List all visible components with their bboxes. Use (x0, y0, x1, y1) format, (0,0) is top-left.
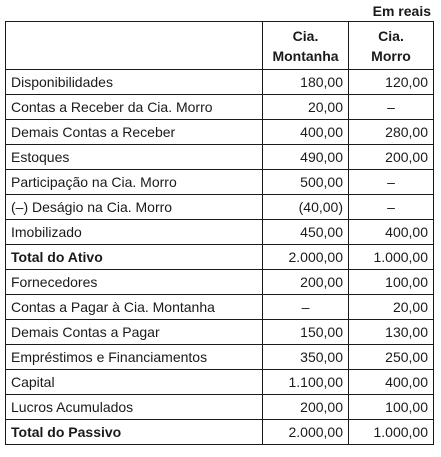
row-label: Contas a Receber da Cia. Morro (6, 95, 263, 120)
column-header-cia-montanha (263, 22, 349, 70)
row-label: Disponibilidades (6, 70, 263, 95)
value-cia-montanha: 2.000,00 (263, 245, 349, 270)
row-label: Imobilizado (6, 220, 263, 245)
table-row (6, 120, 434, 145)
value-cia-montanha: (40,00) (263, 195, 349, 220)
value-cia-morro: 130,00 (349, 320, 434, 345)
total-row (6, 420, 434, 445)
balance-sheet-table (5, 21, 434, 445)
table-row (6, 345, 434, 370)
value-cia-montanha: 200,00 (263, 395, 349, 420)
table-body (6, 70, 434, 445)
row-label: Demais Contas a Receber (6, 120, 263, 145)
value-cia-morro: 100,00 (349, 270, 434, 295)
header-blank-cell (6, 22, 263, 70)
row-label: Estoques (6, 145, 263, 170)
table-row (6, 70, 434, 95)
value-cia-morro: 200,00 (349, 145, 434, 170)
row-label: Total do Passivo (6, 420, 263, 445)
row-label: Total do Ativo (6, 245, 263, 270)
row-label: Participação na Cia. Morro (6, 170, 263, 195)
table-row (6, 295, 434, 320)
table-row (6, 145, 434, 170)
value-cia-montanha: 450,00 (263, 220, 349, 245)
value-cia-montanha: – (263, 295, 349, 320)
value-cia-montanha: 500,00 (263, 170, 349, 195)
value-cia-montanha: 400,00 (263, 120, 349, 145)
table-row (6, 395, 434, 420)
column-header-line: Montanha (272, 47, 339, 64)
header-row (6, 22, 434, 70)
row-label: Fornecedores (6, 270, 263, 295)
row-label: (–) Deságio na Cia. Morro (6, 195, 263, 220)
value-cia-morro: 280,00 (349, 120, 434, 145)
table-row (6, 95, 434, 120)
column-header-line: Cia. (378, 27, 404, 44)
table-row (6, 320, 434, 345)
row-label: Demais Contas a Pagar (6, 320, 263, 345)
value-cia-morro: 400,00 (349, 370, 434, 395)
row-label: Capital (6, 370, 263, 395)
table-row (6, 370, 434, 395)
column-header-line: Cia. (292, 27, 319, 44)
value-cia-montanha: 20,00 (263, 95, 349, 120)
unit-caption: Em reais (372, 3, 431, 19)
row-label: Contas a Pagar à Cia. Montanha (6, 295, 263, 320)
column-header-line: Morro (371, 47, 411, 64)
value-cia-morro: – (349, 195, 434, 220)
value-cia-montanha: 150,00 (263, 320, 349, 345)
table-row (6, 195, 434, 220)
value-cia-morro: – (349, 95, 434, 120)
table-row (6, 170, 434, 195)
table-row (6, 270, 434, 295)
value-cia-morro: 1.000,00 (349, 245, 434, 270)
value-cia-morro: – (349, 170, 434, 195)
value-cia-morro: 250,00 (349, 345, 434, 370)
value-cia-morro: 1.000,00 (349, 420, 434, 445)
value-cia-montanha: 180,00 (263, 70, 349, 95)
total-row (6, 245, 434, 270)
value-cia-montanha: 490,00 (263, 145, 349, 170)
column-header-cia-morro (349, 22, 434, 70)
row-label: Lucros Acumulados (6, 395, 263, 420)
value-cia-morro: 120,00 (349, 70, 434, 95)
value-cia-montanha: 2.000,00 (263, 420, 349, 445)
value-cia-montanha: 350,00 (263, 345, 349, 370)
value-cia-montanha: 1.100,00 (263, 370, 349, 395)
value-cia-montanha: 200,00 (263, 270, 349, 295)
table-row (6, 220, 434, 245)
value-cia-morro: 400,00 (349, 220, 434, 245)
value-cia-morro: 100,00 (349, 395, 434, 420)
row-label: Empréstimos e Financiamentos (6, 345, 263, 370)
value-cia-morro: 20,00 (349, 295, 434, 320)
